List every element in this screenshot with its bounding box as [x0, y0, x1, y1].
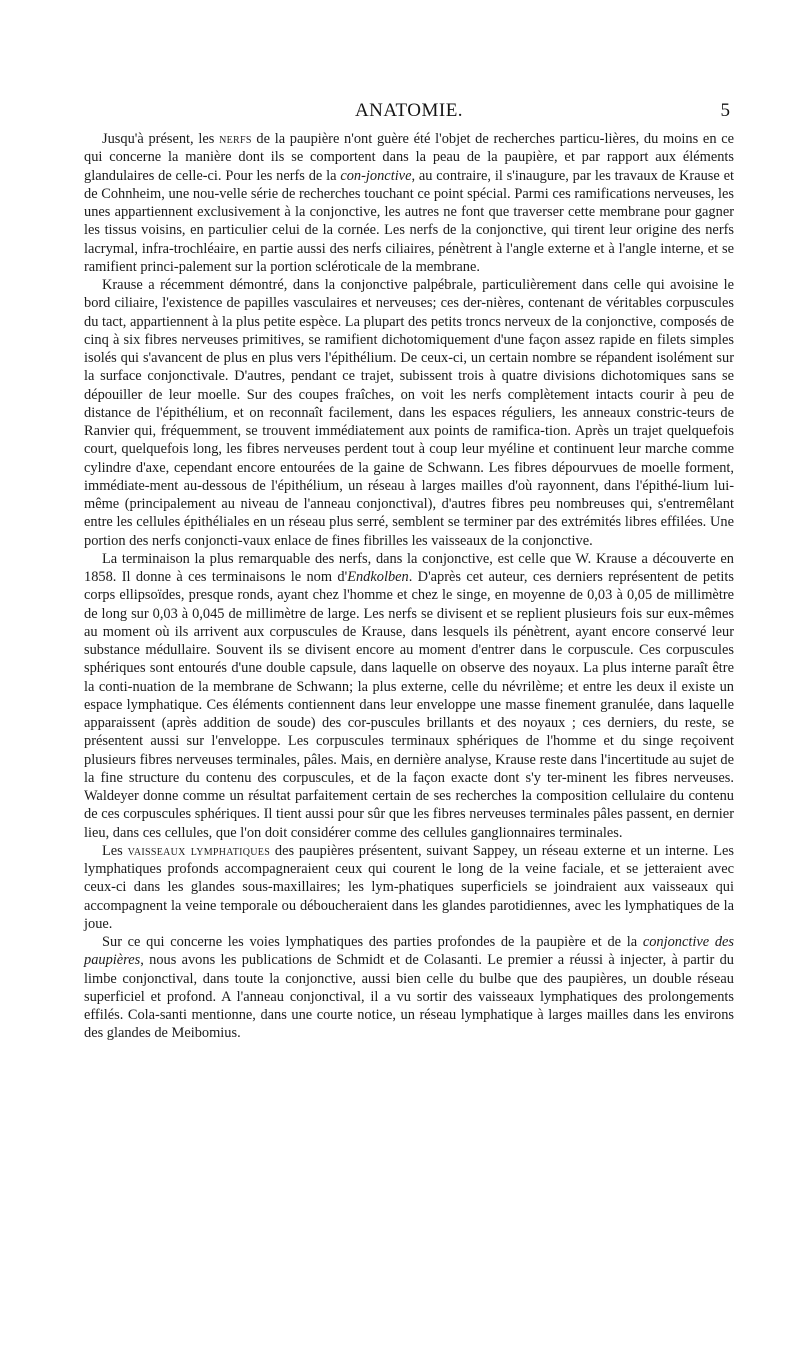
paragraph-krause: Krause a récemment démontré, dans la conjonctive palpébrale, particulièrement dans celle qui avoisine le bord ciliaire, l'existence de papilles vasculaires et nerveuses; ces der-nières, contenant de véritables corpuscules du tact, appartiennent à la plus petite espèce. La plupart des petits troncs nerveux de la conjonctive, composés de cinq à six fibres nerveuses primitives, se ramifient dichotomiquement d'une façon assez rapide en filets simples isolés qui s'avancent de plus en plus vers l'épithélium. De ceux-ci, un certain nombre se répandent isolément sur la surface conjonctivale. D'autres, pendant ce trajet, subissent trois à quatre divisions dichotomiques sans se dépouiller de leur moelle. Sur des coupes fraîches, on voit les nerfs complètement intacts courir à peu de distance de l'épithélium, et on reconnaît facilement, dans les espaces réguliers, les anneaux constric-teurs de Ranvier qui, fréquemment, se trouvent immédiatement aux points de ramifica-tion. Après un trajet quelquefois court, quelquefois long, les fibres nerveuses perdent tout à coup leur myéline et continuent leur marche comme cylindre d'axe, cependant encore entourées de la gaine de Schwann. Les fibres dépourvues de moelle forment, immédiate-ment au-dessous de l'épithélium, un réseau à larges mailles d'où rayonnent, dans l'épithé-lium lui-même (principalement au niveau de l'anneau conjonctival), d'autres fibres peu nombreuses qui, s'entremêlant entre les cellules épithéliales en un réseau plus serré, semblent se terminer par des extrémités libres effilées. Une portion des nerfs conjoncti-vaux enlace de fines fibrilles les vaisseaux de la conjonctive.	[84, 277, 734, 549]
paragraph-lymphatiques	[84, 842, 734, 933]
section-keyword: vaisseaux lymphatiques	[127, 842, 271, 859]
text-run: de la paupière n'ont guère été l'objet de recherches particu-lières, du moins en ce qui concerne la manière dont ils se comportent dans la peau de la paupière, et par rapport aux éléments glandulaires de celle-ci. Pour les nerfs de la	[84, 131, 734, 184]
text-run: , au contraire, il s'inaugure, par les travaux de Krause et de Cohnheim, une nou-velle série de recherches touchant ce point spécial. Parmi ces ramifications nerveuses, les unes appartiennent exclusivement à la conjonctive, les autres ne font que traverser cette membrane pour gagner les tissus voisins, en particulier celui de la cornée. Les nerfs de la conjonctive, qui tirent leur origine des nerfs lacrymal, infra-trochléaire, en partie aussi des nerfs ciliaires, pénètrent à l'angle externe et à l'angle interne, et se ramifient princi-palement sur la portion scléroticale de la membrane.	[84, 167, 734, 275]
italic-term: con-jonctive	[340, 167, 412, 184]
text-run: Jusqu'à présent, les	[102, 131, 220, 147]
text-run: La terminaison la plus remarquable des nerfs, dans la conjonctive, est celle que W. Krause a découverte en 1858. Il donne à ces terminaisons le nom d'	[84, 550, 734, 585]
running-title: ANATOMIE.	[354, 100, 464, 121]
section-keyword: nerfs	[219, 131, 252, 147]
text-run: Les	[102, 842, 128, 859]
body-text	[84, 130, 734, 1043]
text-run: . D'après cet auteur, ces derniers représentent de petits corps ellipsoïdes, presque ronds, ayant chez l'homme et chez le singe, en moyenne de 0,03 à 0,05 de millimètre de long sur 0,03 à 0,045 de millimètre de large. Les nerfs se divisent et se replient plusieurs fois sur eux-mêmes au moment où ils arrivent aux corpuscules de Krause, dans lesquels ils pénètrent, ayant encore conservé leur substance médullaire. Souvent ils se divisent encore au moment d'entrer dans le corpuscule. Ces corpuscules sphériques sont entourés d'une double capsule, dans laquelle on observe des noyaux. La plus interne paraît être la conti-nuation de la membrane de Schwann; la plus externe, celle du névrilème; et entre les deux il existe un espace lymphatique. Ces éléments contiennent dans leur enveloppe une masse finement granulée, dans laquelle apparaissent (après addition de soude) des cor-puscules brillants et des noyaux ; ces derniers, du reste, se présentent aussi sur l'enveloppe. Les corpuscules terminaux sphériques de l'homme et du singe reçoivent plusieurs fibres nerveuses terminales, pâles. Mais, en dernière analyse, Krause reste dans l'incertitude au sujet de la fine structure du contenu des corpuscules, et de la façon exacte dont s'y ter-minent les fibres nerveuses. Waldeyer donne comme un résultat parfaitement certain de ses recherches la composition cellulaire du contenu de ces corpuscules sphériques. Il tient aussi pour sûr que les fibres nerveuses terminales pâles passent, en dernier lieu, dans ces cellules, que l'on doit considérer comme des cellules ganglionnaires terminales.	[84, 569, 735, 841]
text-run: des paupières présentent, suivant Sappey, un réseau externe et un interne. Les lymphatiques profonds accompagneraient ceux qui courent le long de la veine faciale, et se jetteraient avec ceux-ci dans les glandes sous-maxillaires; les lym-phatiques superficiels se joindraient aux vaisseaux qui accompagnent la veine temporale ou déboucheraient dans les glandes parotidiennes, avec les lymphatiques de la joue.	[84, 842, 734, 932]
paragraph-conjonctive	[84, 933, 734, 1043]
page-number: 5	[720, 100, 730, 121]
italic-term: conjonctive des paupières	[84, 934, 734, 969]
text-run: , nous avons les publications de Schmidt et de Colasanti. Le premier a réussi à injecter, à partir du limbe conjonctival, dans toute la conjonctive, aussi bien celle du bulbe que des paupières, un double réseau superficiel et profond. A l'anneau conjonctival, il a vu sortir des vaisseaux lymphatiques des prolongements effilés. Cola-santi mentionne, dans une courte notice, un réseau lymphatique à larges mailles dans les environs des glandes de Meibomius.	[84, 952, 734, 1042]
page-header	[84, 100, 734, 126]
paragraph-nerfs	[84, 130, 734, 276]
text-run: Sur ce qui concerne les voies lymphatiques des parties profondes de la paupière et de la	[102, 934, 643, 950]
paragraph-terminaison	[84, 550, 734, 842]
italic-term: Endkolben	[347, 569, 409, 585]
